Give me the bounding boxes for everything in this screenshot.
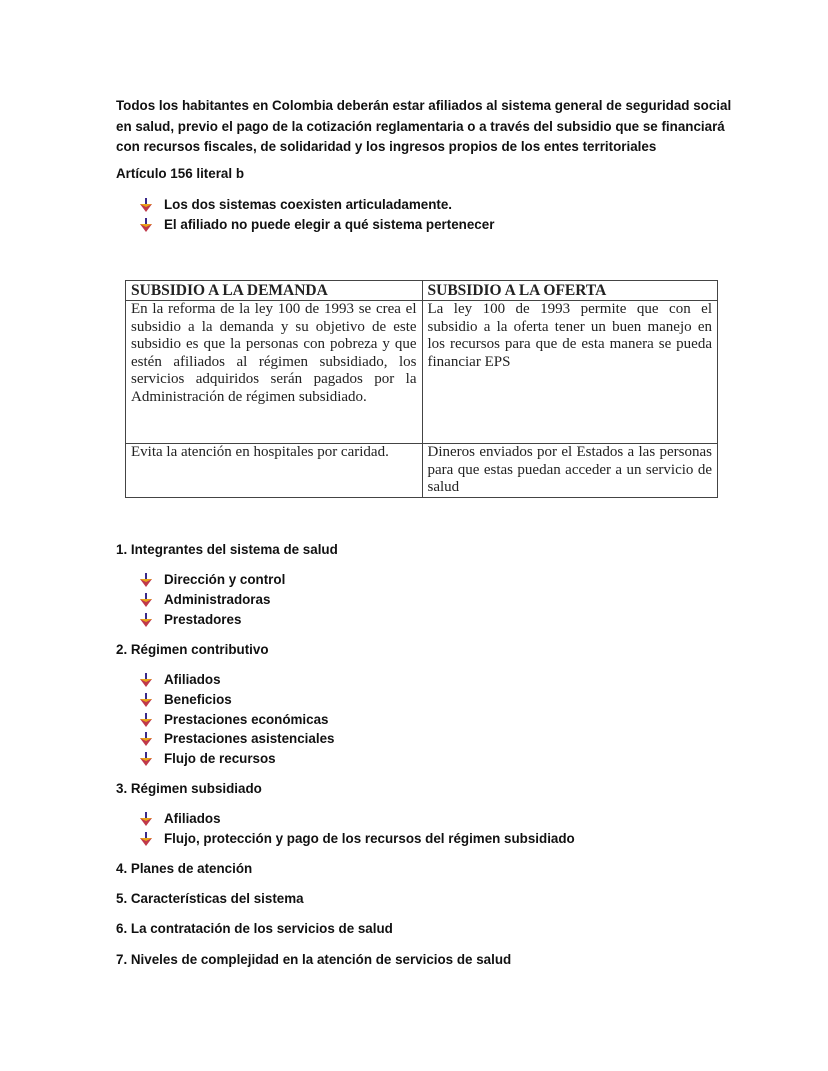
table-cell: En la reforma de la ley 100 de 1993 se crea el subsidio a la demanda y su objetivo de este subsidio es que la personas con pobreza y que estén afiliados al régimen subsidiado, los servicios adquiridos serán pagados por la Administración de régimen subsidiado.: [126, 301, 423, 444]
bullet-text: Prestadores: [164, 611, 242, 627]
down-arrow-bullet-icon: [140, 573, 152, 587]
list-item: [140, 710, 334, 730]
table-cell: La ley 100 de 1993 permite que con el subsidio a la oferta tener un buen manejo en los recursos para que de esta manera se pueda financiar EPS: [422, 301, 717, 444]
table-cell: Evita la atención en hospitales por caridad.: [126, 444, 423, 498]
list-item: [140, 215, 494, 235]
list-item: [140, 829, 575, 849]
section-bullet-list: [140, 570, 285, 629]
down-arrow-bullet-icon: [140, 613, 152, 627]
bullet-text: Prestaciones asistenciales: [164, 731, 335, 747]
table: [125, 280, 718, 498]
table-row: [126, 444, 718, 498]
list-item: [140, 749, 334, 769]
list-item: [140, 570, 285, 590]
bullet-text: Afiliados: [164, 811, 221, 826]
section-title: 6. La contratación de los servicios de salud: [116, 921, 393, 936]
down-arrow-bullet-icon: [140, 593, 152, 607]
down-arrow-bullet-icon: [140, 693, 152, 707]
bullet-text: Dirección y control: [164, 572, 286, 587]
section-title: 7. Niveles de complejidad en la atención de servicios de salud: [116, 952, 512, 967]
down-arrow-bullet-icon: [140, 832, 152, 846]
article-reference: Artículo 156 literal b: [116, 166, 244, 181]
bullet-text: Beneficios: [164, 691, 232, 707]
table-row: [126, 301, 718, 444]
list-item: [140, 690, 334, 710]
section-title: 1. Integrantes del sistema de salud: [116, 542, 338, 557]
subsidy-comparison-table: [125, 280, 718, 496]
section-bullet-list: [140, 670, 334, 769]
section-bullet-list: [140, 809, 575, 849]
intro-bullet-list: [140, 195, 494, 235]
bullet-text: Flujo de recursos: [164, 751, 276, 767]
down-arrow-bullet-icon: [140, 812, 152, 826]
bullet-text: El afiliado no puede elegir a qué sistema pertenecer: [164, 216, 495, 232]
header-demand: SUBSIDIO A LA DEMANDA: [126, 281, 423, 301]
down-arrow-bullet-icon: [140, 218, 152, 232]
list-item: [140, 195, 494, 215]
list-item: [140, 729, 334, 749]
table-header-row: [126, 281, 718, 301]
bullet-text: Los dos sistemas coexisten articuladamente.: [164, 197, 453, 212]
header-supply: SUBSIDIO A LA OFERTA: [422, 281, 717, 301]
down-arrow-bullet-icon: [140, 198, 152, 212]
section-title: 2. Régimen contributivo: [116, 642, 269, 657]
bullet-text: Flujo, protección y pago de los recursos del régimen subsidiado: [164, 830, 575, 846]
intro-paragraph: Todos los habitantes en Colombia deberán estar afiliados al sistema general de seguridad social en salud, previo el pago de la cotización reglamentaria o a través del subsidio que se financiará con recursos fiscales, de solidaridad y los ingresos propios de los entes territoriales: [116, 98, 732, 154]
section-title: 3. Régimen subsidiado: [116, 781, 262, 796]
table-cell: Dineros enviados por el Estados a las personas para que estas puedan acceder a un servicio de salud: [422, 444, 717, 498]
bullet-text: Afiliados: [164, 672, 221, 687]
section-title: 4. Planes de atención: [116, 861, 253, 876]
down-arrow-bullet-icon: [140, 752, 152, 766]
down-arrow-bullet-icon: [140, 713, 152, 727]
section-title: 5. Características del sistema: [116, 891, 304, 906]
list-item: [140, 809, 575, 829]
list-item: [140, 610, 285, 630]
down-arrow-bullet-icon: [140, 732, 152, 746]
down-arrow-bullet-icon: [140, 673, 152, 687]
bullet-text: Prestaciones económicas: [164, 711, 329, 727]
list-item: [140, 590, 285, 610]
bullet-text: Administradoras: [164, 591, 271, 607]
list-item: [140, 670, 334, 690]
